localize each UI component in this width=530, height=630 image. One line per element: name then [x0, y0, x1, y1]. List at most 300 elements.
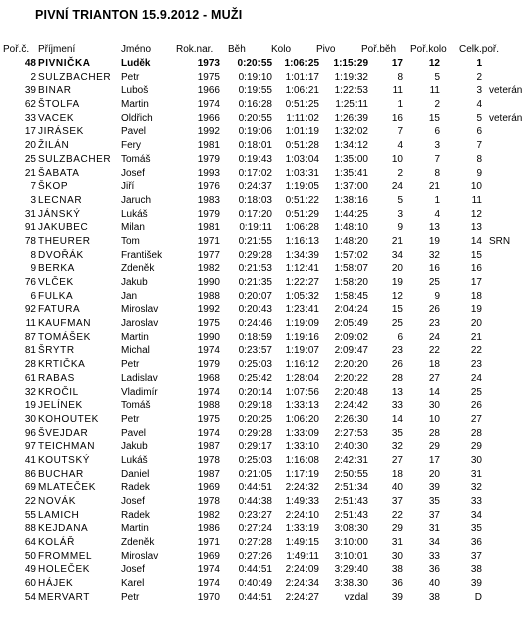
bike-rank-cell: 15	[428, 112, 440, 124]
first-name-cell: Jaroslav	[121, 318, 159, 330]
run-time-cell: 0:44:51	[238, 564, 272, 576]
bike-time-cell: 1:05:32	[285, 290, 319, 302]
bike-time-cell: 1:01:17	[285, 71, 319, 83]
first-name-cell: Vladimír	[121, 386, 158, 398]
run-rank-cell: 29	[391, 523, 403, 535]
start-number-cell: 28	[24, 359, 36, 371]
table-row	[0, 386, 530, 400]
start-number-cell: 96	[24, 427, 36, 439]
birth-year-cell: 1986	[197, 523, 220, 535]
birth-year-cell: 1974	[197, 386, 220, 398]
run-time-cell: 0:18:03	[238, 194, 272, 206]
beer-time-cell: 1:22:53	[334, 85, 368, 97]
surname-cell: ŠKOP	[38, 181, 69, 193]
run-time-cell: 0:29:28	[238, 427, 272, 439]
surname-cell: JELÍNEK	[38, 400, 83, 412]
table-row	[0, 153, 530, 167]
beer-time-cell: 1:15:29	[333, 58, 368, 69]
beer-time-cell: vzdal	[344, 591, 368, 603]
surname-cell: ŠABATA	[38, 167, 80, 179]
table-row	[0, 522, 530, 536]
birth-year-cell: 1987	[197, 468, 220, 480]
table-row	[0, 84, 530, 98]
surname-cell: KOUTSKÝ	[38, 454, 90, 466]
run-rank-cell: 38	[391, 564, 403, 576]
first-name-cell: Lukáš	[121, 454, 148, 466]
table-row	[0, 208, 530, 222]
header-kolo: Kolo	[271, 44, 292, 55]
bike-rank-cell: 25	[428, 277, 440, 288]
birth-year-cell: 1966	[197, 85, 220, 97]
run-rank-cell: 33	[391, 400, 403, 412]
first-name-cell: Fery	[121, 140, 141, 152]
surname-cell: LECNAR	[38, 194, 83, 206]
surname-cell: DVOŘÁK	[38, 249, 84, 261]
first-name-cell: Zdeněk	[121, 263, 155, 275]
run-time-cell: 0:40:49	[238, 578, 272, 590]
table-row	[0, 112, 530, 126]
run-time-cell: 0:24:46	[238, 318, 272, 330]
bike-rank-cell: 13	[428, 222, 440, 234]
first-name-cell: Miroslav	[121, 304, 159, 316]
surname-cell: KEJDANA	[38, 523, 89, 535]
bike-rank-cell: 4	[434, 208, 440, 220]
table-row	[0, 454, 530, 468]
surname-cell: JÁNSKÝ	[38, 208, 81, 220]
surname-cell: NOVÁK	[38, 496, 77, 507]
run-time-cell: 0:20:55	[238, 112, 272, 124]
beer-time-cell: 1:19:32	[334, 71, 368, 83]
start-number-cell: 11	[25, 318, 36, 330]
table-row	[0, 249, 530, 263]
surname-cell: ŠVEJDAR	[38, 427, 89, 439]
run-rank-cell: 15	[391, 304, 403, 316]
first-name-cell: Martin	[121, 99, 149, 111]
surname-cell: FROMMEL	[38, 550, 93, 562]
birth-year-cell: 1987	[197, 441, 220, 453]
start-number-cell: 32	[24, 386, 36, 398]
bike-rank-cell: 7	[434, 153, 440, 165]
birth-year-cell: 1982	[197, 263, 220, 275]
first-name-cell: Petr	[121, 413, 140, 425]
bike-time-cell: 2:24:09	[285, 564, 319, 576]
bike-time-cell: 0:51:29	[285, 208, 319, 220]
overall-rank-cell: 13	[470, 222, 482, 234]
start-number-cell: 50	[24, 550, 36, 562]
bike-rank-cell: 23	[428, 318, 440, 330]
table-row	[0, 303, 530, 317]
first-name-cell: Petr	[121, 359, 140, 371]
surname-cell: VLČEK	[38, 277, 74, 288]
beer-time-cell: 1:34:12	[334, 140, 368, 152]
table-row	[0, 440, 530, 454]
start-number-cell: 8	[30, 249, 36, 261]
bike-rank-cell: 33	[428, 550, 440, 562]
run-time-cell: 0:19:06	[238, 126, 272, 138]
start-number-cell: 21	[24, 167, 36, 179]
beer-time-cell: 3:10:00	[334, 537, 368, 549]
surname-cell: TEICHMAN	[38, 441, 96, 453]
bike-rank-cell: 18	[428, 359, 440, 371]
header-celk-por: Celk.poř.	[459, 44, 500, 55]
birth-year-cell: 1990	[197, 331, 220, 343]
bike-rank-cell: 24	[428, 331, 440, 343]
surname-cell: FULKA	[38, 290, 74, 302]
run-time-cell: 0:29:28	[238, 249, 272, 261]
run-rank-cell: 14	[391, 413, 403, 425]
overall-rank-cell: 28	[470, 427, 482, 439]
start-number-cell: 62	[24, 99, 36, 111]
bike-time-cell: 1:23:41	[285, 304, 319, 316]
run-rank-cell: 28	[391, 372, 403, 384]
bike-time-cell: 1:06:20	[285, 413, 319, 425]
table-row	[0, 194, 530, 208]
birth-year-cell: 1968	[197, 372, 220, 384]
first-name-cell: Tomáš	[121, 153, 151, 165]
beer-time-cell: 2:27:53	[334, 427, 368, 439]
beer-time-cell: 2:24:42	[334, 400, 368, 412]
birth-year-cell: 1988	[197, 290, 220, 302]
beer-time-cell: 2:51:43	[334, 496, 368, 507]
bike-rank-cell: 30	[428, 400, 440, 412]
run-time-cell: 0:19:55	[238, 85, 272, 97]
run-rank-cell: 23	[391, 345, 403, 357]
overall-rank-cell: 14	[470, 235, 482, 247]
bike-time-cell: 2:24:32	[285, 482, 319, 494]
overall-rank-cell: 38	[470, 564, 482, 576]
bike-rank-cell: 1	[434, 194, 440, 206]
first-name-cell: Jaruch	[121, 194, 152, 206]
birth-year-cell: 1974	[197, 578, 220, 590]
first-name-cell: Pavel	[121, 126, 147, 138]
run-rank-cell: 25	[391, 318, 403, 330]
run-time-cell: 0:44:51	[238, 482, 272, 494]
first-name-cell: Zdeněk	[121, 537, 155, 549]
beer-time-cell: 1:44:25	[334, 208, 368, 220]
run-time-cell: 0:17:20	[238, 208, 272, 220]
beer-time-cell: 2:40:30	[334, 441, 368, 453]
bike-time-cell: 1:06:21	[285, 85, 319, 97]
run-rank-cell: 21	[391, 235, 403, 247]
surname-cell: KAUFMAN	[38, 318, 92, 330]
table-row	[0, 71, 530, 85]
start-number-cell: 39	[24, 85, 36, 97]
bike-rank-cell: 14	[428, 386, 440, 398]
bike-time-cell: 1:11:02	[286, 112, 319, 124]
run-rank-cell: 39	[391, 591, 403, 603]
start-number-cell: 92	[24, 304, 36, 316]
bike-time-cell: 1:03:04	[285, 153, 319, 165]
surname-cell: THEURER	[38, 235, 91, 247]
beer-time-cell: 2:09:47	[334, 345, 368, 357]
birth-year-cell: 1988	[197, 400, 220, 412]
bike-time-cell: 1:19:07	[285, 345, 319, 357]
run-time-cell: 0:25:03	[238, 359, 272, 371]
run-time-cell: 0:29:18	[238, 400, 272, 412]
table-row	[0, 563, 530, 577]
surname-cell: MLATEČEK	[38, 482, 96, 494]
table-row	[0, 221, 530, 235]
overall-rank-cell: 11	[471, 194, 482, 206]
bike-rank-cell: 19	[428, 235, 440, 247]
bike-time-cell: 0:51:22	[285, 194, 319, 206]
bike-rank-cell: 37	[428, 509, 440, 521]
surname-cell: VACEK	[38, 112, 75, 124]
bike-time-cell: 1:17:19	[285, 468, 319, 480]
table-row	[0, 550, 530, 564]
table-row	[0, 427, 530, 441]
first-name-cell: Radek	[121, 482, 150, 494]
overall-rank-cell: 35	[470, 523, 482, 535]
bike-rank-cell: 12	[428, 58, 440, 69]
run-time-cell: 0:44:51	[238, 591, 272, 603]
table-row	[0, 317, 530, 331]
bike-time-cell: 1:28:04	[285, 372, 319, 384]
beer-time-cell: 3:29:40	[334, 564, 368, 576]
bike-time-cell: 1:16:13	[285, 235, 319, 247]
overall-rank-cell: 26	[470, 400, 482, 412]
run-time-cell: 0:25:03	[238, 454, 272, 466]
start-number-cell: 6	[30, 290, 36, 302]
table-row	[0, 235, 530, 249]
run-time-cell: 0:25:42	[238, 372, 272, 384]
run-rank-cell: 32	[391, 441, 403, 453]
first-name-cell: Martin	[121, 523, 149, 535]
bike-rank-cell: 6	[434, 126, 440, 138]
bike-rank-cell: 38	[428, 591, 440, 603]
run-time-cell: 0:27:26	[238, 550, 272, 562]
bike-time-cell: 1:16:12	[285, 359, 319, 371]
overall-rank-cell: 5	[476, 112, 482, 124]
beer-time-cell: 2:05:49	[334, 318, 368, 330]
overall-rank-cell: 25	[470, 386, 482, 398]
bike-time-cell: 0:51:28	[285, 140, 319, 152]
overall-rank-cell: 15	[470, 249, 482, 261]
birth-year-cell: 1971	[197, 537, 220, 549]
run-rank-cell: 26	[391, 359, 403, 371]
beer-time-cell: 2:26:30	[334, 413, 368, 425]
birth-year-cell: 1992	[197, 126, 220, 138]
start-number-cell: 17	[24, 126, 36, 138]
overall-rank-cell: 30	[470, 454, 482, 466]
run-rank-cell: 20	[391, 263, 403, 275]
beer-time-cell: 2:09:02	[334, 331, 368, 343]
first-name-cell: Martin	[121, 331, 149, 343]
birth-year-cell: 1971	[197, 235, 220, 247]
bike-rank-cell: 11	[429, 85, 440, 97]
start-number-cell: 2	[30, 71, 36, 83]
start-number-cell: 88	[24, 523, 36, 535]
surname-cell: HÁJEK	[38, 578, 74, 590]
first-name-cell: Radek	[121, 509, 150, 521]
run-rank-cell: 40	[391, 482, 403, 494]
bike-rank-cell: 39	[428, 482, 440, 494]
run-rank-cell: 12	[391, 290, 403, 302]
table-row	[0, 413, 530, 427]
overall-rank-cell: 9	[476, 167, 482, 179]
surname-cell: ŽILÁN	[38, 140, 70, 152]
start-number-cell: 60	[24, 578, 36, 590]
birth-year-cell: 1983	[197, 194, 220, 206]
surname-cell: SULZBACHER	[38, 153, 112, 165]
beer-time-cell: 1:58:07	[334, 263, 368, 275]
start-number-cell: 54	[24, 591, 36, 603]
table-row	[0, 262, 530, 276]
birth-year-cell: 1978	[197, 454, 220, 466]
run-rank-cell: 35	[391, 427, 403, 439]
bike-rank-cell: 29	[428, 441, 440, 453]
start-number-cell: 48	[24, 58, 36, 69]
run-time-cell: 0:27:24	[238, 523, 272, 535]
start-number-cell: 19	[24, 400, 36, 412]
run-time-cell: 0:23:27	[238, 509, 272, 521]
bike-time-cell: 1:06:28	[285, 222, 319, 234]
table-row	[0, 591, 530, 605]
birth-year-cell: 1974	[197, 427, 220, 439]
overall-rank-cell: 16	[470, 263, 482, 275]
table-row	[0, 331, 530, 345]
birth-year-cell: 1974	[197, 564, 220, 576]
overall-rank-cell: 1	[476, 58, 482, 69]
surname-cell: KOLÁŘ	[38, 537, 75, 549]
header-rok: Rok.nar.	[176, 44, 214, 55]
first-name-cell: Tom	[121, 235, 140, 247]
first-name-cell: Luboš	[121, 85, 149, 97]
bike-time-cell: 1:49:11	[286, 550, 319, 562]
run-rank-cell: 34	[391, 249, 403, 261]
start-number-cell: 97	[24, 441, 36, 453]
bike-rank-cell: 32	[428, 249, 440, 261]
bike-time-cell: 2:24:27	[285, 591, 319, 603]
birth-year-cell: 1975	[197, 318, 220, 330]
overall-rank-cell: 37	[470, 550, 482, 562]
surname-cell: KOHOUTEK	[38, 413, 99, 425]
first-name-cell: Ladislav	[121, 372, 158, 384]
surname-cell: MERVART	[38, 591, 90, 603]
surname-cell: FATURA	[38, 304, 81, 316]
surname-cell: ŠRYTR	[38, 345, 75, 357]
surname-cell: TOMÁŠEK	[38, 331, 91, 343]
table-row	[0, 536, 530, 550]
surname-cell: ŠTOLFA	[38, 99, 80, 111]
start-number-cell: 31	[24, 208, 36, 220]
bike-rank-cell: 28	[428, 427, 440, 439]
beer-time-cell: 1:48:20	[334, 235, 368, 247]
first-name-cell: Josef	[121, 496, 145, 507]
run-time-cell: 0:27:28	[238, 537, 272, 549]
run-rank-cell: 27	[391, 454, 403, 466]
overall-rank-cell: 24	[470, 372, 482, 384]
overall-rank-cell: D	[474, 591, 482, 603]
bike-rank-cell: 8	[434, 167, 440, 179]
bike-rank-cell: 16	[428, 263, 440, 275]
start-number-cell: 20	[24, 140, 36, 152]
run-rank-cell: 19	[391, 277, 403, 288]
beer-time-cell: 1:38:16	[334, 194, 368, 206]
birth-year-cell: 1982	[197, 509, 220, 521]
header-jmeno: Jméno	[121, 44, 152, 55]
run-time-cell: 0:44:38	[238, 496, 272, 507]
first-name-cell: Luděk	[121, 58, 151, 69]
overall-rank-cell: 17	[470, 277, 482, 288]
start-number-cell: 7	[30, 181, 36, 193]
first-name-cell: František	[121, 249, 163, 261]
table-row	[0, 372, 530, 386]
birth-year-cell: 1966	[197, 112, 220, 124]
run-rank-cell: 9	[397, 222, 403, 234]
run-time-cell: 0:20:43	[238, 304, 272, 316]
run-time-cell: 0:16:28	[238, 99, 272, 111]
run-time-cell: 0:18:59	[238, 331, 272, 343]
run-rank-cell: 8	[397, 71, 403, 83]
bike-rank-cell: 2	[434, 99, 440, 111]
overall-rank-cell: 23	[470, 359, 482, 371]
first-name-cell: Jakub	[121, 441, 148, 453]
run-rank-cell: 13	[391, 386, 403, 398]
table-row	[0, 57, 530, 71]
beer-time-cell: 1:58:20	[334, 277, 368, 288]
bike-time-cell: 2:24:34	[285, 578, 319, 590]
bike-rank-cell: 20	[428, 468, 440, 480]
run-time-cell: 0:21:05	[238, 468, 272, 480]
bike-time-cell: 1:22:27	[285, 277, 319, 288]
table-row	[0, 139, 530, 153]
header-por-beh: Poř.běh	[361, 44, 397, 55]
bike-time-cell: 2:24:10	[285, 509, 319, 521]
surname-cell: BERKA	[38, 263, 75, 275]
note-cell: veterán	[489, 112, 523, 124]
beer-time-cell: 2:50:55	[334, 468, 368, 480]
header-por-kolo: Poř.kolo	[410, 44, 447, 55]
first-name-cell: Miroslav	[121, 550, 159, 562]
bike-time-cell: 1:19:09	[285, 318, 319, 330]
first-name-cell: Pavel	[121, 427, 147, 439]
beer-time-cell: 1:58:45	[334, 290, 368, 302]
birth-year-cell: 1992	[197, 304, 220, 316]
bike-rank-cell: 10	[428, 413, 440, 425]
overall-rank-cell: 19	[470, 304, 482, 316]
overall-rank-cell: 10	[470, 181, 482, 193]
first-name-cell: Tomáš	[121, 400, 151, 412]
beer-time-cell: 2:51:34	[334, 482, 368, 494]
bike-time-cell: 1:19:16	[285, 331, 319, 343]
start-number-cell: 81	[24, 345, 36, 357]
bike-rank-cell: 3	[434, 140, 440, 152]
start-number-cell: 64	[24, 537, 36, 549]
run-rank-cell: 36	[391, 578, 403, 590]
bike-time-cell: 0:51:25	[285, 99, 319, 111]
start-number-cell: 33	[24, 112, 36, 124]
start-number-cell: 86	[24, 468, 36, 480]
table-row	[0, 125, 530, 139]
bike-time-cell: 1:12:41	[285, 263, 319, 275]
overall-rank-cell: 12	[470, 208, 482, 220]
bike-time-cell: 1:34:39	[285, 249, 319, 261]
start-number-cell: 76	[24, 277, 36, 288]
start-number-cell: 41	[24, 454, 36, 466]
beer-time-cell: 2:20:20	[334, 359, 368, 371]
bike-rank-cell: 17	[428, 454, 440, 466]
run-time-cell: 0:24:37	[238, 181, 272, 193]
run-time-cell: 0:20:55	[237, 58, 272, 69]
run-time-cell: 0:19:43	[238, 153, 272, 165]
run-rank-cell: 6	[397, 331, 403, 343]
run-time-cell: 0:23:57	[238, 345, 272, 357]
overall-rank-cell: 3	[476, 85, 482, 97]
first-name-cell: Josef	[121, 564, 145, 576]
run-time-cell: 0:21:35	[238, 277, 272, 288]
bike-time-cell: 1:33:09	[285, 427, 319, 439]
